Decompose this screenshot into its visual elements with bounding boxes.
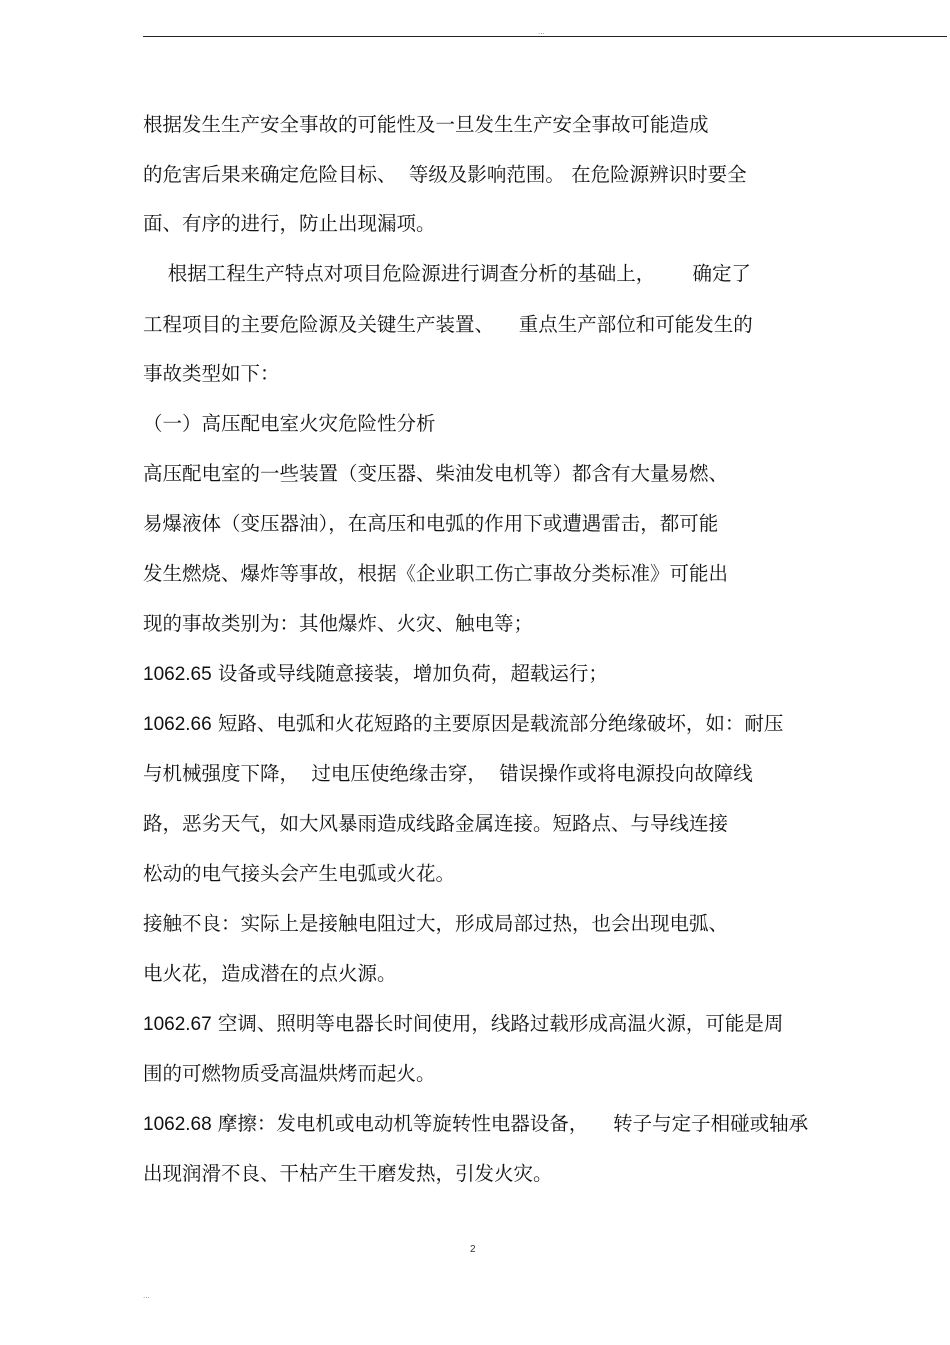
body-line-2: 的危害后果来确定危险目标、 等级及影响范围。 在危险源辨识时要全 [143, 163, 747, 186]
body-line-14: 与机械强度下降， 过电压使绝缘击穿， 错误操作或将电源投向故障线 [143, 762, 753, 785]
body-line-15: 路，恶劣天气，如大风暴雨造成线路金属连接。短路点、与导线连接 [143, 812, 729, 835]
page-number: 2 [470, 1244, 476, 1255]
body-line-9: 易爆液体（变压器油），在高压和电弧的作用下或遭遇雷击，都可能 [143, 512, 719, 535]
body-line-17: 接触不良：实际上是接触电阻过大，形成局部过热，也会出现电弧、 [143, 912, 729, 935]
item-number: 1062.66 [143, 714, 212, 735]
body-line-8: 高压配电室的一些装置（变压器、柴油发电机等）都含有大量易燃、 [143, 462, 729, 485]
body-line-11: 现的事故类别为：其他爆炸、火灾、触电等； [143, 612, 534, 635]
item-number: 1062.68 [143, 1114, 212, 1135]
footer-dots: ... [143, 1292, 150, 1300]
body-line-20: 围的可燃物质受高温烘烤而起火。 [143, 1062, 436, 1085]
body-line-16: 松动的电气接头会产生电弧或火花。 [143, 862, 456, 885]
item-number: 1062.65 [143, 664, 212, 685]
body-line-1: 根据发生生产安全事故的可能性及一旦发生生产安全事故可能造成 [143, 113, 709, 136]
body-line-10: 发生燃烧、爆炸等事故，根据《企业职工伤亡事故分类标准》可能出 [143, 562, 729, 585]
numbered-item-1062-68: 1062.68 摩擦：发电机或电动机等旋转性电器设备， 转子与定子相碰或轴承 [143, 1112, 809, 1135]
body-line-3: 面、有序的进行，防止出现漏项。 [143, 212, 436, 235]
body-line-18: 电火花，造成潜在的点火源。 [143, 962, 397, 985]
header-dots: ... [538, 28, 545, 36]
numbered-item-1062-66: 1062.66 短路、电弧和火花短路的主要原因是载流部分绝缘破坏，如：耐压 [143, 712, 784, 735]
numbered-item-1062-65: 1062.65 设备或导线随意接装，增加负荷，超载运行； [143, 662, 608, 685]
header-rule [143, 36, 947, 37]
body-line-5: 工程项目的主要危险源及关键生产装置、 重点生产部位和可能发生的 [143, 313, 753, 336]
item-number: 1062.67 [143, 1014, 212, 1035]
body-line-22: 出现润滑不良、干枯产生干磨发热，引发火灾。 [143, 1162, 553, 1185]
body-line-4: 根据工程生产特点对项目危险源进行调查分析的基础上， 确定了 [143, 262, 751, 285]
numbered-item-1062-67: 1062.67 空调、照明等电器长时间使用，线路过载形成高温火源，可能是周 [143, 1012, 784, 1035]
section-heading: （一）高压配电室火灾危险性分析 [143, 412, 436, 435]
body-line-6: 事故类型如下： [143, 362, 280, 385]
